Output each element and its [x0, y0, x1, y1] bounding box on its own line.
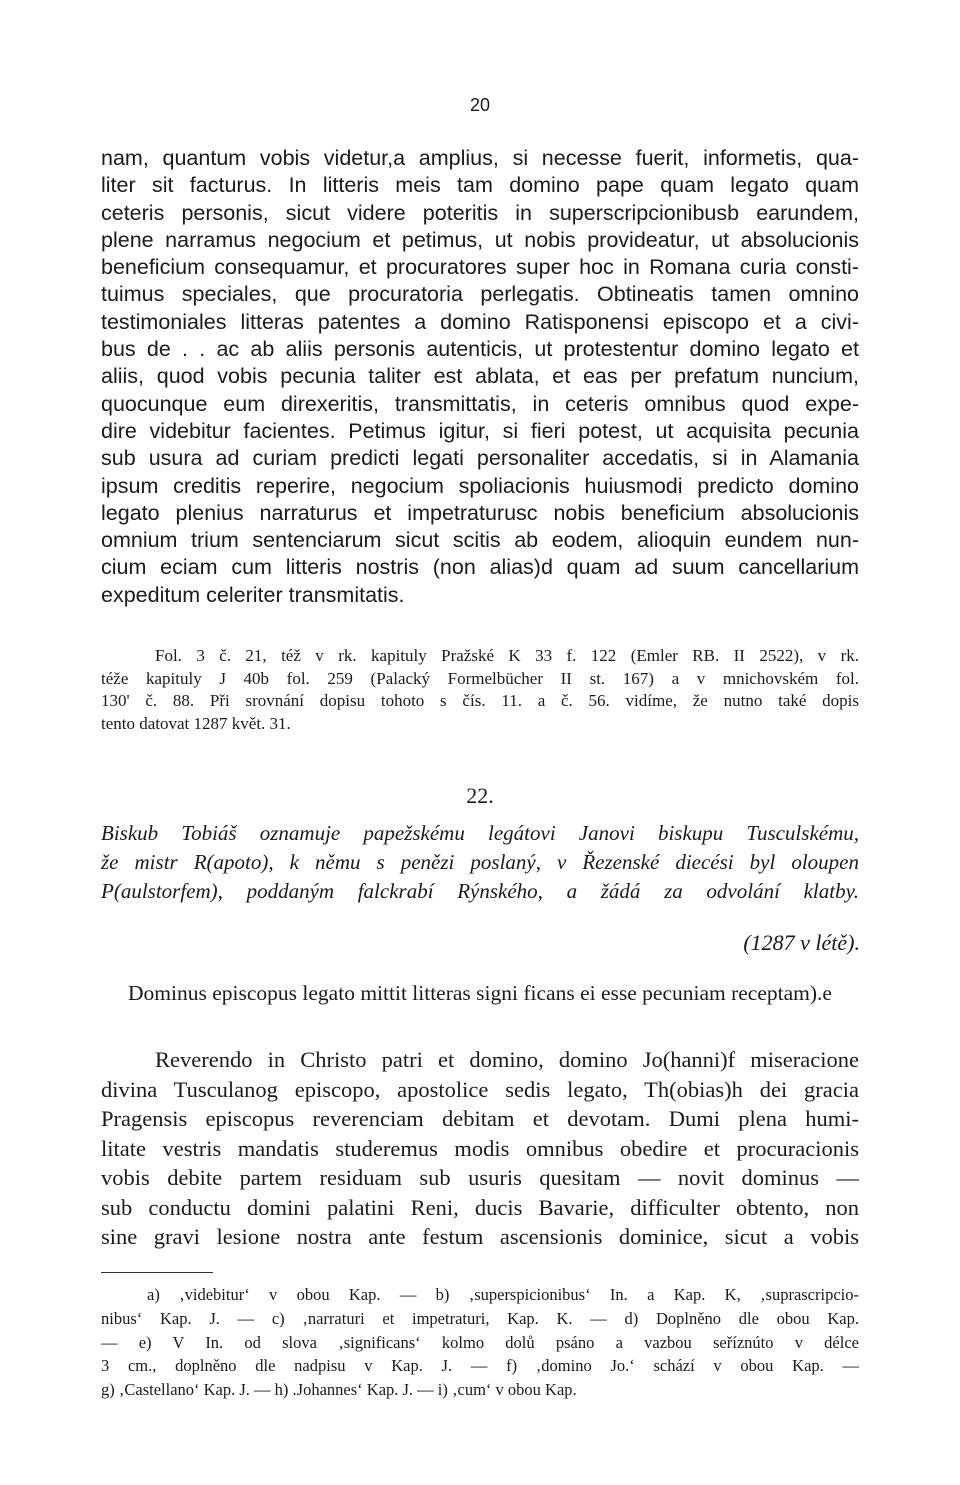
text-line: nam, quantum vobis videtur,a amplius, si necesse fuerit, informetis, qua-	[101, 146, 859, 170]
continuation-paragraph	[101, 145, 859, 609]
text-line: legato plenius narraturus et impetraturusc nobis beneficium absolucionis	[101, 500, 859, 525]
text-line: divina Tusculanog episcopo, apostolice sedis legato, Th(obias)h dei gracia	[101, 1076, 859, 1102]
text-line: pecuniam receptam).e	[642, 981, 832, 1005]
text-line: Dominus episcopus legato mittit litteras signi ficans ei esse	[128, 981, 637, 1005]
text-line: Fol. 3 č. 21, též v rk. kapituly Pražské K 33 f. 122 (Emler RB. II 2522), v rk.	[155, 646, 859, 665]
text-line: téže kapituly J 40b fol. 259 (Palacký Formelbücher II st. 167) a v mnichovském fol.	[101, 668, 859, 688]
text-line: beneficium consequamur, et procuratores super hoc in Romana curia consti-	[101, 255, 859, 280]
text-line: dire videbitur facientes. Petimus igitur, si fieri potest, ut acquisita pecunia	[101, 418, 859, 443]
footnote-line: a) ‚videbitur‘ v obou Kap. — b) ‚superspicionibus‘ In. a Kap. K, ‚suprascripcio-	[147, 1285, 859, 1304]
text-line: sub usura ad curiam predicti legati personaliter accedatis, si in Alamania	[101, 446, 859, 471]
text-line: plene narramus negocium et petimus, ut nobis provideatur, ut absolucionis	[101, 227, 859, 252]
text-line: testimoniales litteras patentes a domino Ratisponensi episcopo et a civi-	[101, 309, 859, 334]
footnote-line: g) ‚Castellano‘ Kap. J. — h) .Johannes‘ Kap. J. — i) ‚cum‘ v obou Kap.	[101, 1380, 577, 1400]
footnote-line: — e) V In. od slova ‚significans‘ kolmo dolů psáno a vazbou seříznúto v délce	[101, 1332, 859, 1352]
text-line: expeditum celeriter transmitatis.	[101, 582, 405, 607]
text-line: tento datovat 1287 květ. 31.	[101, 713, 291, 733]
text-line: liter sit facturus. In litteris meis tam domino pape quam legato quam	[101, 173, 859, 198]
text-line: 130' č. 88. Při srovnání dopisu tohoto s čís. 11. a č. 56. vidíme, že nutno také dopis	[101, 691, 859, 710]
text-line: Biskub Tobiáš oznamuje papežskému legátovi Janovi biskupu Tusculskému,	[101, 821, 859, 845]
heading-note	[100, 980, 860, 1007]
text-line: tuimus speciales, que procuratoria perlegatis. Obtineatis tamen omnino	[101, 282, 859, 307]
footnote-line: nibus‘ Kap. J. — c) ‚narraturi et impetraturi, Kap. K. — d) Doplněno dle obou Kap.	[101, 1308, 859, 1328]
document-number: 22.	[466, 783, 494, 808]
text-line: sub conductu domini palatini Reni, ducis Bavarie, difficulter obtento, non	[101, 1194, 859, 1220]
text-line: omnium trium sentenciarum sicut scitis ab eodem, alioquin eundem nun-	[101, 528, 859, 553]
text-line: bus de . . ac ab aliis personis autenticis, ut protestentur domino legato et	[101, 337, 859, 362]
page-number: 20	[469, 95, 491, 115]
text-line: P(aulstorfem), poddaným falckrabí Rýnského, a žádá za odvolání klatby.	[101, 879, 859, 903]
text-line: vobis debite partem residuam sub usuris quesitam — novit dominus —	[101, 1165, 859, 1190]
text-line: Pragensis episcopus reverenciam debitam et devotam. Dumi plena humi-	[101, 1106, 859, 1131]
text-line: cium eciam cum litteris nostris (non alias)d quam ad suum cancellarium	[101, 555, 859, 580]
text-line: sine gravi lesione nostra ante festum ascensionis dominice, sicut a vobis	[101, 1224, 859, 1249]
letter-text	[101, 1045, 859, 1252]
text-line: Reverendo in Christo patri et domino, domino Jo(hanni)f miseracione	[155, 1047, 859, 1072]
document-date: (1287 v létě).	[743, 930, 860, 955]
text-line: ipsum creditis reperire, negocium spoliacionis huiusmodi predicto domino	[101, 473, 859, 498]
footnote-line: 3 cm., doplněno dle nadpisu v Kap. J. — f) ‚domino Jo.‘ schází v obou Kap. —	[101, 1356, 859, 1376]
regest	[101, 819, 859, 906]
text-line: ceteris personis, sicut videre poteritis in superscripcionibusb earundem,	[101, 200, 859, 225]
text-line: aliis, quod vobis pecunia taliter est ablata, et eas per prefatum nuncium,	[101, 364, 859, 389]
source-note	[101, 645, 859, 735]
text-line: quocunque eum direxeritis, transmittatis, in ceteris omnibus quod expe-	[101, 391, 859, 416]
text-line: že mistr R(apoto), k němu s penězi poslaný, v Řezenské diecési byl oloupen	[101, 850, 859, 874]
footnote-separator	[101, 1272, 213, 1273]
footnotes	[101, 1283, 859, 1402]
text-line: litate vestris mandatis studeremus modis omnibus obedire et procuracionis	[101, 1135, 859, 1161]
